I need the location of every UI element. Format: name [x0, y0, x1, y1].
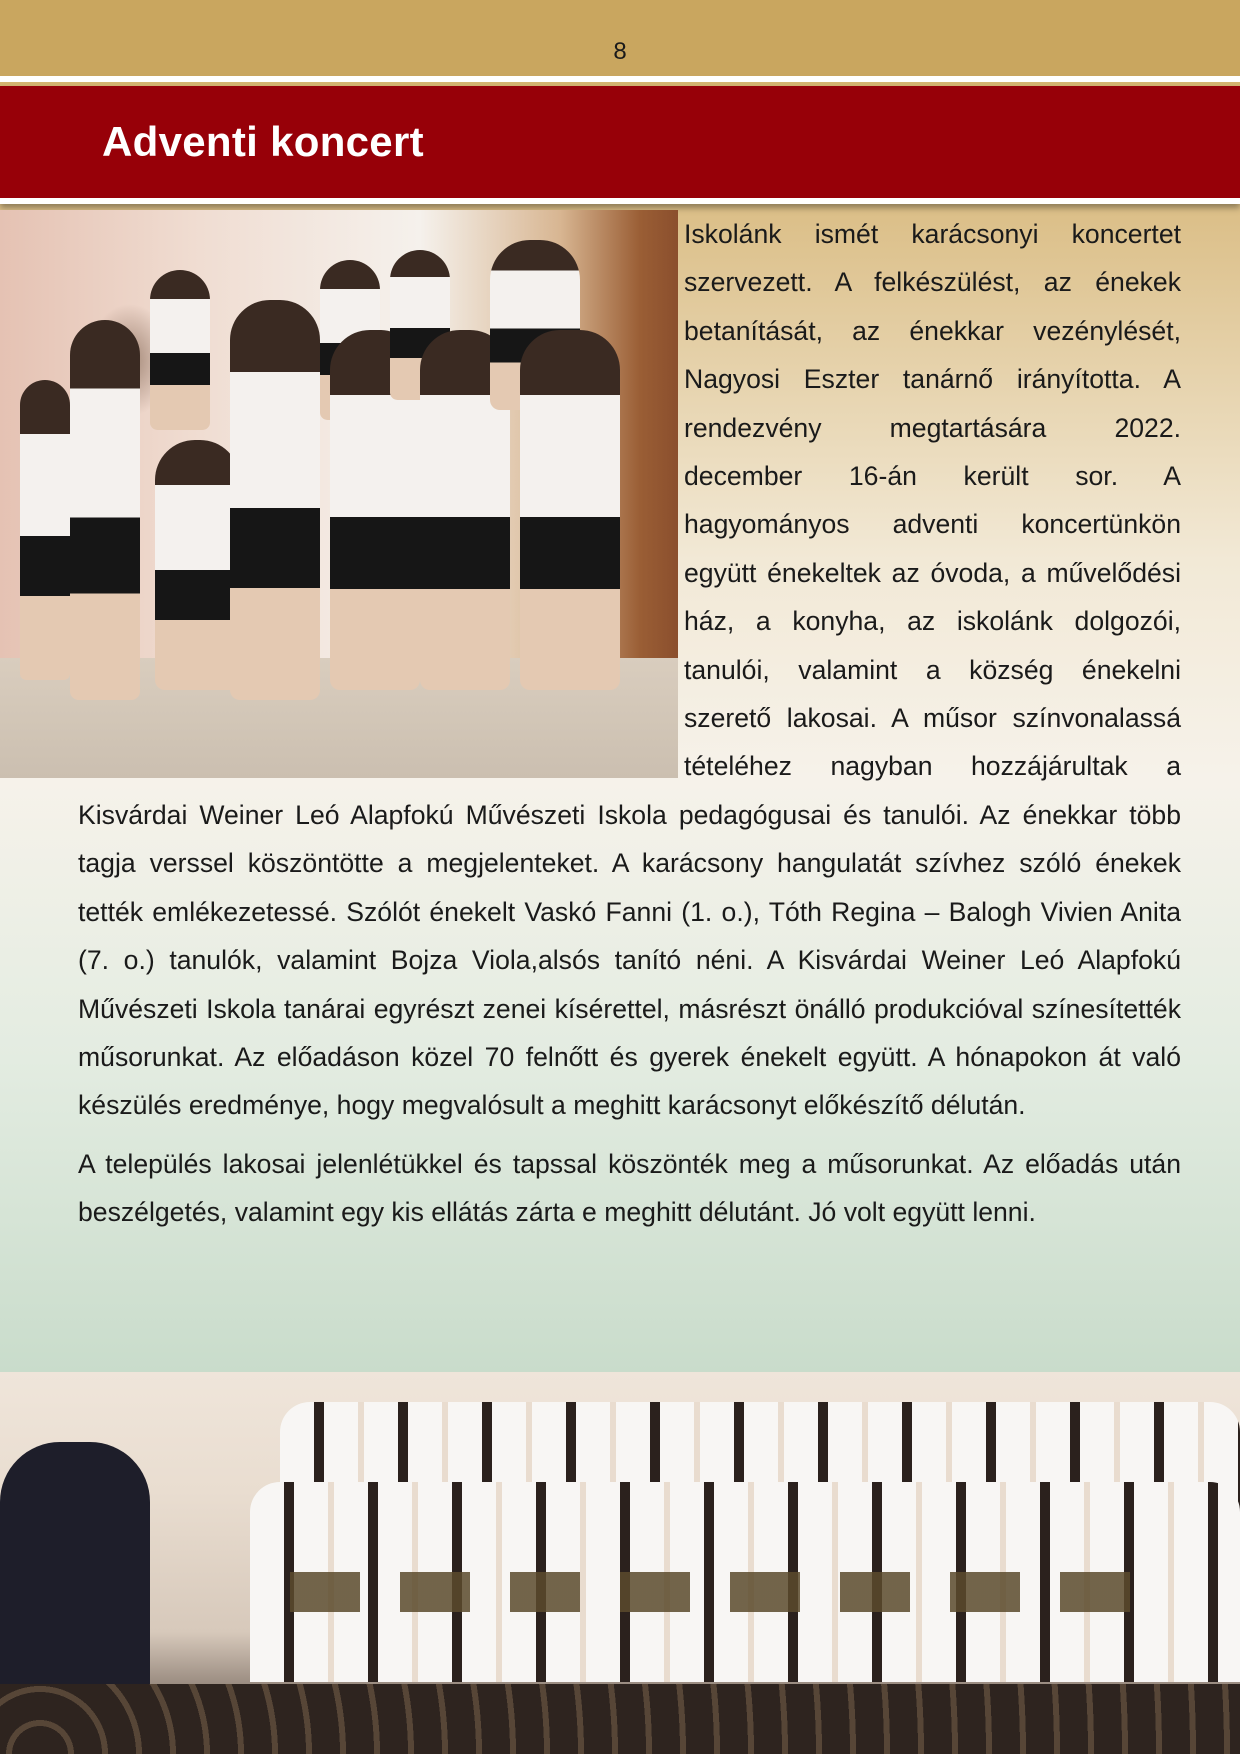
- header-band: [0, 0, 1240, 82]
- article-paragraph: A település lakosai jelenlétükkel és tapssal köszönték meg a műsorunkat. Az előadás után beszélgetés, valamint egy kis ellátás zárta e meghitt délutánt. Jó volt együtt lenni.: [78, 1148, 1181, 1228]
- article-paragraph: Iskolánk ismét karácsonyi koncertet szervezett. A felkészülést, az énekek betanítását, az énekkar vezénylését, Nagyosi Eszter tanárnő irányította. A rendezvény megtartására 2022. december 16-án került sor. A hagyományos adventi koncertünkön együtt énekeltek az óvoda, a művelődési ház, a konyha, az iskolánk dolgozói, tanulói, valamint a község énekelni szerető lakosai. A műsor színvonalassá tételéhez nagyban hozzájárultak a Kisvárdai Weiner Leó Alapfokú Művészeti Iskola pedagógusai és tanulói. Az énekkar több tagja verssel köszöntötte a megjelenteket. A karácsony hangulatát szívhez szóló énekek tették emlékezetessé. Szólót énekelt Vaskó Fanni (1. o.), Tóth Regina – Balogh Vivien Anita (7. o.) tanulók, valamint Bojza Viola,alsós tanító néni. A Kisvárdai Weiner Leó Alapfokú Művészeti Iskola tanárai egyrészt zenei kísérettel, másrészt önálló produkcióval színesítették műsorunkat. Az előadáson közel 70 felnőtt és gyerek énekelt együtt. A hónapokon át való készülés eredménye, hogy megvalósult a meghitt karácsonyt előkészítő délután.: [78, 219, 1181, 1121]
- photo-audience: [0, 1684, 1240, 1754]
- photo-spacer: [78, 210, 678, 778]
- photo-music-folders: [290, 1572, 1150, 1612]
- page-number: 8: [613, 38, 627, 65]
- article-body: [78, 210, 1181, 1237]
- page-title: Adventi koncert: [102, 118, 424, 165]
- title-bar: [0, 86, 1240, 204]
- adult-choir-photo: [0, 1372, 1240, 1754]
- photo-figure: [20, 380, 70, 680]
